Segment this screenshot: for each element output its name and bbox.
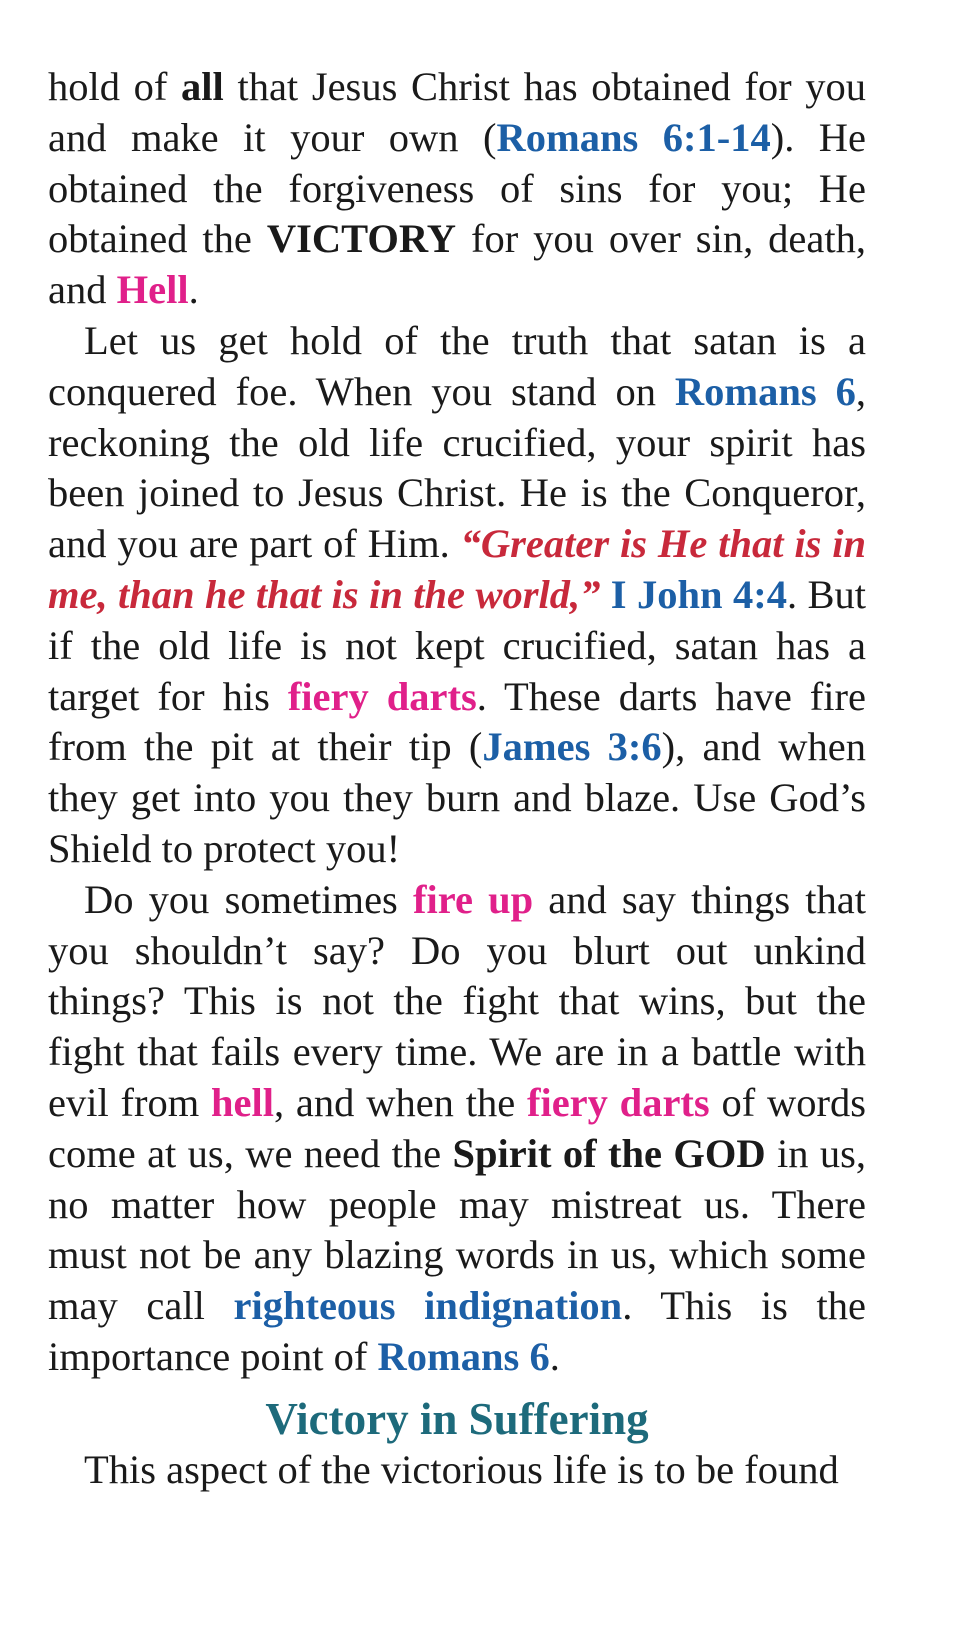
text-run: . But if the old life is not kept crucified, satan has a target for his xyxy=(48,571,867,719)
scripture-reference: righteous indignation xyxy=(233,1283,623,1329)
text-run: hold of xyxy=(48,64,182,109)
text-run: , reckoning the old life crucified, your spirit has been joined to Jesus Christ. He is the Conqueror, and you are part of Him. xyxy=(48,368,866,567)
emphasis-text: Hell xyxy=(116,267,189,313)
text-run: . xyxy=(549,1333,560,1379)
text-run: . This is the importance point of xyxy=(48,1283,867,1379)
scripture-reference: Romans 6:1-14 xyxy=(496,114,771,160)
paragraph-4 xyxy=(48,1445,866,1496)
emphasis-text: fiery darts xyxy=(526,1079,710,1125)
text-run: ), and when they get into you they burn and blaze. Use God’s Shield to protect you! xyxy=(48,724,866,871)
text-run: and say things that you shouldn’t say? Do you blurt out unkind things? This is not the fight that wins, but the fight that fails every time. We are in a battle with evil from xyxy=(48,876,866,1125)
text-run: This aspect of the victorious life is to be found xyxy=(84,1446,839,1492)
text-run: Do you sometimes xyxy=(84,876,413,922)
scripture-reference: Romans 6 xyxy=(674,368,856,414)
scripture-reference: James 3:6 xyxy=(482,724,662,770)
document-page xyxy=(48,62,866,1496)
text-run: of words come at us, we need the xyxy=(48,1079,866,1176)
paragraph-1 xyxy=(48,62,866,316)
text-run: that Jesus Christ has obtained for you and make it your own ( xyxy=(48,64,866,160)
text-run: in us, no matter how people may mistreat us. There must not be any blazing words in us, which some may call xyxy=(48,1130,866,1329)
scripture-reference: Romans 6 xyxy=(377,1333,550,1379)
emphasis-text: fire up xyxy=(412,876,534,922)
text-run: , and when the xyxy=(274,1079,527,1125)
scripture-reference: I John 4:4 xyxy=(610,571,787,617)
text-run: for you over sin, death, and xyxy=(48,216,866,313)
text-run: . These darts have fire from the pit at their tip ( xyxy=(48,673,866,770)
text-run: Let us get hold of the truth that satan is a conquered foe. When you stand on xyxy=(48,317,866,414)
emphasis-text: fiery darts xyxy=(287,673,477,719)
paragraph-2 xyxy=(48,316,866,875)
bold-text: VICTORY xyxy=(266,216,456,262)
bold-text: Spirit of the GOD xyxy=(452,1130,766,1176)
scripture-quote: “Greater is He that is in me, than he that is in the world,” xyxy=(48,521,866,617)
emphasis-text: hell xyxy=(211,1079,275,1125)
bold-text: all xyxy=(181,64,224,109)
text-run xyxy=(600,572,610,617)
text-run: . xyxy=(188,267,199,313)
section-heading: Victory in Suffering xyxy=(265,1393,649,1444)
text-run: ). He obtained the forgiveness of sins for you; He obtained the xyxy=(48,114,867,262)
paragraph-3 xyxy=(48,875,866,1383)
